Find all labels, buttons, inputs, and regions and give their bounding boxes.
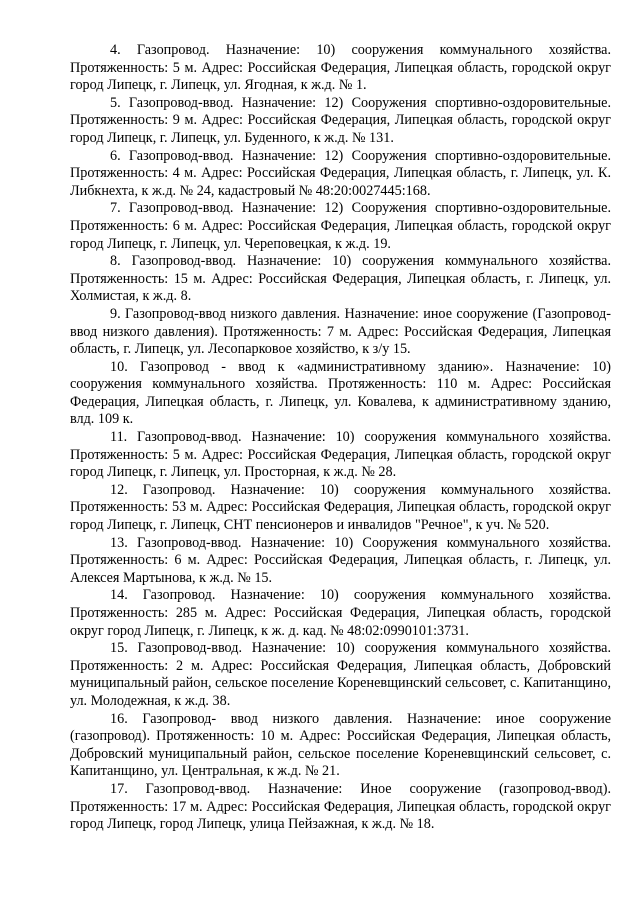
list-item-6: 6. Газопровод-ввод. Назначение: 12) Сооружения спортивно-оздоровительные. Протяженность: 4 м. Адрес: Российская Федерация, Липецкая область, г. Липецк, ул. К. Либкнехта, к ж.д. № 24, кадастровый № 48:20:0027445:168.: [70, 147, 611, 199]
list-item-13: 13. Газопровод-ввод. Назначение: 10) Сооружения коммунального хозяйства. Протяженность: 6 м. Адрес: Российская Федерация, Липецкая область, г. Липецк, ул. Алексея Мартынова, к ж.д. № 15.: [70, 534, 611, 586]
list-item-12: 12. Газопровод. Назначение: 10) сооружения коммунального хозяйства. Протяженность: 53 м. Адрес: Российская Федерация, Липецкая область, городской округ город Липецк, г. Липецк, СНТ пенсионеров и инвалидов "Речное", к уч. № 520.: [70, 481, 611, 534]
list-item-14: 14. Газопровод. Назначение: 10) сооружения коммунального хозяйства. Протяженность: 285 м. Адрес: Российская Федерация, Липецкая область, городской округ город Липецк, г. Липецк, к ж. д. кад. № 48:02:0990101:3731.: [70, 587, 611, 639]
list-item-11: 11. Газопровод-ввод. Назначение: 10) сооружения коммунального хозяйства. Протяженность: 5 м. Адрес: Российская Федерация, Липецкая область, городской округ город Липецк, г. Липецк, ул. Просторная, к ж.д. № 28.: [70, 429, 611, 481]
list-item-8: 8. Газопровод-ввод. Назначение: 10) сооружения коммунального хозяйства. Протяженность: 15 м. Адрес: Российская Федерация, Липецкая область, г. Липецк, ул. Холмистая, к ж.д. 8.: [70, 253, 611, 305]
list-item-7: 7. Газопровод-ввод. Назначение: 12) Сооружения спортивно-оздоровительные. Протяженность: 6 м. Адрес: Российская Федерация, Липецкая область, городской округ город Липецк, г. Липецк, ул. Череповецкая, к ж.д. 19.: [70, 200, 611, 252]
list-item-5: 5. Газопровод-ввод. Назначение: 12) Сооружения спортивно-оздоровительные. Протяженность: 9 м. Адрес: Российская Федерация, Липецкая область, городской округ город Липецк, г. Липецк, ул. Буденного, к ж.д. № 131.: [70, 94, 611, 146]
list-item-16: 16. Газопровод- ввод низкого давления. Назначение: иное сооружение (газопровод). Протяженность: 10 м. Адрес: Российская Федерация, Липецкая область, Добровский муниципальный район, сельское поселение Кореневщинский сельсовет, с. Капитанщино, ул. Центральная, к ж.д. № 21.: [70, 710, 611, 780]
list-item-15: 15. Газопровод-ввод. Назначение: 10) сооружения коммунального хозяйства. Протяженность: 2 м. Адрес: Российская Федерация, Липецкая область, Добровский муниципальный район, сельское поселение Кореневщинский сельсовет, с. Капитанщино, ул. Молодежная, к ж.д. 38.: [70, 640, 611, 709]
list-item-17: 17. Газопровод-ввод. Назначение: Иное сооружение (газопровод-ввод). Протяженность: 17 м. Адрес: Российская Федерация, Липецкая область, городской округ город Липецк, город Липецк, улица Пейзажная, к ж.д. № 18.: [70, 780, 611, 833]
list-item-10: 10. Газопровод - ввод к «административному зданию». Назначение: 10) сооружения коммунального хозяйства. Протяженность: 110 м. Адрес: Российская Федерация, Липецкая область, г. Липецк, ул. Ковалева, к административному зданию, влд. 109 к.: [70, 358, 611, 428]
document-page: [70, 42, 611, 834]
list-item-4: 4. Газопровод. Назначение: 10) сооружения коммунального хозяйства. Протяженность: 5 м. Адрес: Российская Федерация, Липецкая область, городской округ город Липецк, г. Липецк, ул. Ягодная, к ж.д. № 1.: [70, 42, 611, 94]
list-item-9: 9. Газопровод-ввод низкого давления. Назначение: иное сооружение (Газопровод-ввод низкого давления). Протяженность: 7 м. Адрес: Российская Федерация, Липецкая область, г. Липецк, ул. Лесопарковое хозяйство, к з/у 15.: [70, 305, 611, 358]
